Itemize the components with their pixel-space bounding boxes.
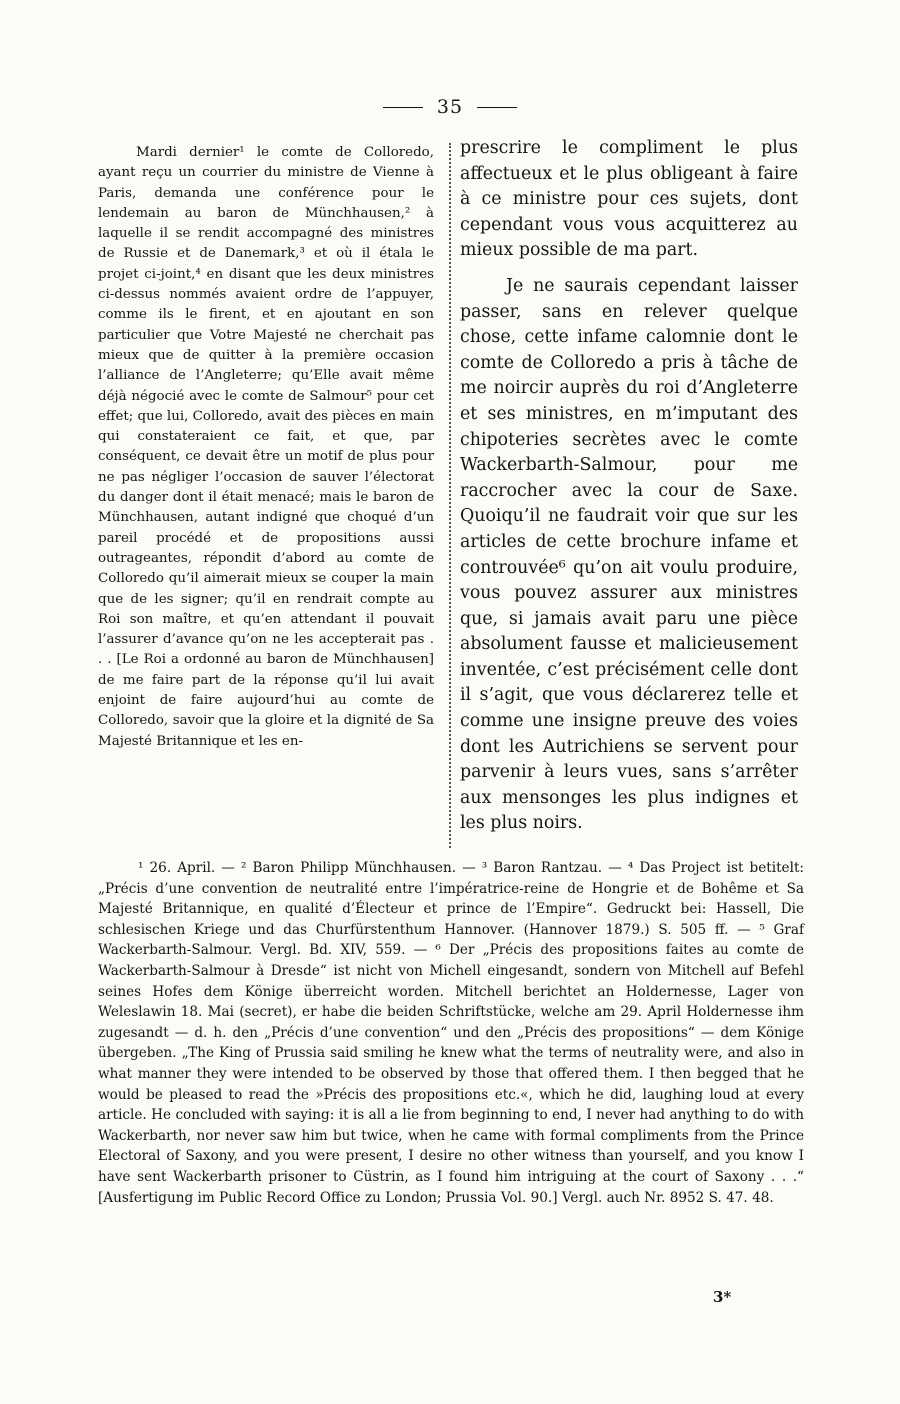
right-column-paragraph: Je ne saurais cependant laisser passer, sans en relever quelque chose, cette infame calomnie dont le comte de Colloredo a pris à tâche de me noircir auprès du roi d’Angleterre et ses ministres, en m’imputant des chipoteries secrètes avec le comte Wackerbarth-Salmour, pour me raccrocher avec la cour de Saxe. Quoiqu’il ne faudrait voir que sur les articles de cette brochure infame et controuvée⁶ qu’on ait voulu produire, vous pouvez assurer aux ministres que, si jamais avait paru une pièce absolument fausse et malicieusement inventée, c’est précisément celle dont il s’agit, que vous déclarerez telle et comme une insigne preuve des voies dont les Autrichiens se servent pour parvenir à leurs vues, sans s’arrêter aux mensonges les plus indignes et les plus noirs. (460, 275, 798, 834)
page-header (0, 96, 900, 118)
footnotes-text: ¹ 26. April. — ² Baron Philipp Münchhausen. — ³ Baron Rantzau. — ⁴ Das Project ist betitelt: „Précis d’une convention de neutralité entre l’impératrice-reine de Hongrie et de Bohême et Sa Majesté Britannique, en qualité d’Électeur et prince de l’Empire“. Gedruckt bei: Hassell, Die schlesischen Kriege und das Churfürstenthum Hannover. (Hannover 1879.) S. 505 ff. — ⁵ Graf Wackerbarth-Salmour. Vergl. Bd. XIV, 559. — ⁶ Der „Précis des propositions faites au comte de Wackerbarth-Salmour à Dresde“ ist nicht von Michell eingesandt, sondern von Mitchell auf Befehl seines Hofes dem Könige überreicht worden. Mitchell berichtet an Holdernesse, Lager von Weleslawin 18. Mai (secret), er habe die beiden Schriftstücke, welche am 29. April Holdernesse ihm zugesandt — d. h. den „Précis d’une convention“ und den „Précis des propositions“ — dem Könige übergeben. „The King of Prussia said smiling he knew what the terms of neutrality were, and also in what manner they were intended to be observed by those that offered them. I then begged that he would be pleased to read the »Précis des propositions etc.«, which he did, laughing loud at every article. He concluded with saying: it is all a lie from beginning to end, I never had anything to do with Wackerbarth, nor never saw him but twice, when he came with formal compliments from the Prince Electoral of Saxony, and you were present, I desire no other witness than yourself, and you know I have sent Wackerbarth prisoner to Cüstrin, as I found him intriguing at the court of Saxony . . .“ [Ausfertigung im Public Record Office zu London; Prussia Vol. 90.] Vergl. auch Nr. 8952 S. 47. 48. (98, 860, 804, 1206)
signature-mark: 3* (713, 1288, 732, 1306)
column-divider (449, 143, 451, 848)
right-column (460, 136, 798, 837)
right-column-paragraph-continuation: prescrire le compliment le plus affectueux et le plus obligeant à faire à ce ministre pour ces sujets, dont cependant vous vous acquitterez au mieux possible de ma part. (460, 138, 798, 261)
page-number: 35 (436, 96, 464, 118)
footnotes (98, 858, 804, 1208)
left-column (98, 143, 434, 752)
header-rule-right (477, 107, 517, 108)
left-column-paragraph: Mardi dernier¹ le comte de Colloredo, ayant reçu un courrier du ministre de Vienne à Paris, demanda une conférence pour le lendemain au baron de Münchhausen,² à laquelle il se rendit accompagné des ministres de Russie et de Danemark,³ et où il étala le projet ci-joint,⁴ en disant que les deux ministres ci-dessus nommés avaient ordre de l’appuyer, comme ils le firent, et en ajoutant en son particulier que Votre Majesté ne cherchait pas mieux que de quitter à la première occasion l’alliance de l’Angleterre; qu’Elle avait même déjà négocié avec le comte de Salmour⁵ pour cet effet; que lui, Colloredo, avait des pièces en main qui constateraient ce fait, et que, par conséquent, ce devait être un motif de plus pour ne pas négliger l’occasion de sauver l’électorat du danger dont il était menacé; mais le baron de Münchhausen, autant indigné que choqué d’un pareil procédé et de propositions aussi outrageantes, répondit d’abord au comte de Colloredo qu’il aimerait mieux se couper la main que de les signer; qu’il en rendrait compte au Roi son maître, et qu’en attendant il pouvait l’assurer d’avance qu’on ne les accepterait pas . . . [Le Roi a ordonné au baron de Münchhausen] de me faire part de la réponse qu’il lui avait enjoint de faire aujourd’hui au comte de Colloredo, savoir que la gloire et la dignité de Sa Majesté Britannique et les en- (98, 145, 434, 749)
header-rule-left (383, 107, 423, 108)
